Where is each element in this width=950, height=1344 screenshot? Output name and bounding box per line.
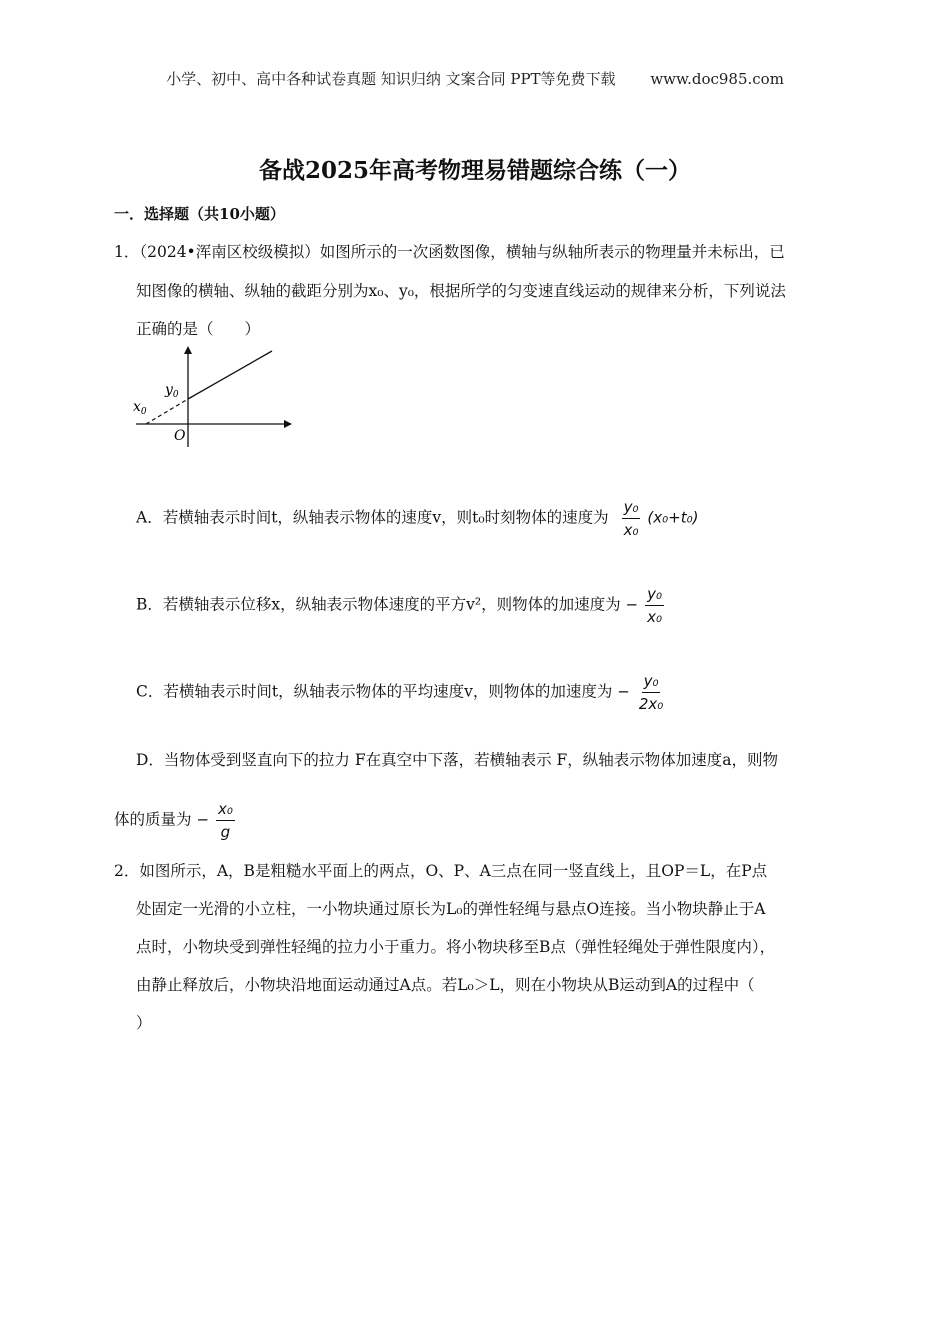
q2-line-2: 处固定一光滑的小立柱，一小物块通过原长为L₀的弹性轻绳与悬点O连接。当小物块静止于A	[136, 900, 766, 918]
label-x0: $x_0$	[133, 399, 147, 417]
option-a-text: A．若横轴表示时间t，纵轴表示物体的速度v，则t₀时刻物体的速度为	[136, 508, 609, 527]
option-b-fraction	[645, 585, 664, 626]
q1-line-3: 正确的是（ ）	[136, 320, 261, 338]
q2-line-5: ）	[136, 1014, 152, 1032]
option-b-text: B．若横轴表示位移x，纵轴表示物体速度的平方v²，则物体的加速度为	[136, 595, 621, 614]
option-c-sign: −	[617, 682, 630, 701]
page-header	[0, 68, 950, 89]
option-c-text: C．若横轴表示时间t，纵轴表示物体的平均速度v，则物体的加速度为	[136, 682, 613, 701]
option-b-numerator: y₀	[645, 585, 664, 606]
option-a-numerator: y₀	[622, 498, 641, 519]
label-y0: $y_0$	[165, 382, 179, 400]
q1-option-b	[136, 585, 666, 626]
graph-dashed-extension	[146, 399, 188, 424]
option-d-text: 体的质量为	[114, 810, 192, 829]
q2-line-1: 2．如图所示，A，B是粗糙水平面上的两点，O、P、A三点在同一竖直线上，且OP＝L，在P点	[114, 862, 768, 880]
q1-option-a	[136, 498, 698, 539]
option-d-numerator: x₀	[216, 800, 235, 821]
q1-option-d-line-1: D．当物体受到竖直向下的拉力 F在真空中下落，若横轴表示 F，纵轴表示物体加速度a，则物	[136, 751, 779, 769]
option-d-fraction	[216, 800, 235, 841]
option-c-numerator: y₀	[642, 672, 661, 693]
option-c-denominator: 2x₀	[638, 695, 664, 713]
option-a-fraction	[622, 498, 641, 539]
page-title: 备战2025年高考物理易错题综合练（一）	[258, 157, 691, 184]
q2-line-3: 点时，小物块受到弹性轻绳的拉力小于重力。将小物块移至B点（弹性轻绳处于弹性限度内），	[136, 938, 776, 956]
option-a-factor: (x₀+t₀)	[647, 508, 699, 527]
option-a-denominator: x₀	[623, 521, 639, 539]
option-d-sign: −	[196, 810, 210, 829]
label-origin: O	[174, 428, 186, 444]
section-heading: 一．选择题（共10小题）	[114, 205, 285, 223]
option-d-denominator: g	[220, 823, 231, 841]
graph-y-arrow	[184, 346, 192, 354]
q1-line-2: 知图像的横轴、纵轴的截距分别为x₀、y₀，根据所学的匀变速直线运动的规律来分析，下列说法	[136, 282, 786, 300]
q1-line-1: 1．（2024•浑南区校级模拟）如图所示的一次函数图像，横轴与纵轴所表示的物理量并未标出，已	[114, 243, 785, 261]
option-b-sign: −	[625, 595, 639, 614]
header-text: 小学、初中、高中各种试卷真题 知识归纳 文案合同 PPT等免费下载	[166, 70, 616, 88]
header-site: www.doc985.com	[650, 70, 784, 88]
q1-graph	[128, 342, 298, 454]
q1-option-c	[136, 672, 667, 713]
option-b-denominator: x₀	[647, 608, 662, 626]
graph-line	[188, 351, 272, 399]
option-c-fraction	[637, 672, 665, 713]
q2-line-4: 由静止释放后，小物块沿地面运动通过A点。若L₀＞L，则在小物块从B运动到A的过程中（	[136, 976, 755, 994]
q1-option-d-line-2	[114, 800, 237, 841]
graph-x-arrow	[284, 420, 292, 428]
